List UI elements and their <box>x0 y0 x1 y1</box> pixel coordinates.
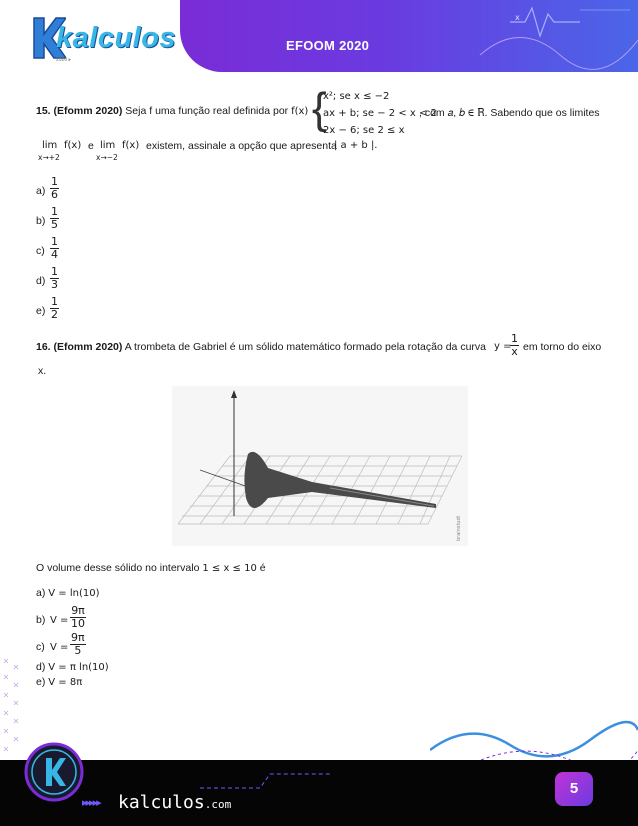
q15-label: 15. (Efomm 2020) <box>36 105 123 117</box>
footer-dash-icon <box>200 770 330 790</box>
q16-curve-frac: $\frac{1}{x}$ <box>511 332 518 358</box>
q15-case1: x²; se x ≤ −2 <box>323 91 390 102</box>
q15-line1 <box>36 104 320 119</box>
q15-cases <box>323 88 600 139</box>
q16-volume-text: O volume desse sólido no intervalo <box>36 562 200 574</box>
q16-axis-word: x. <box>38 365 47 377</box>
gabriel-horn-plot <box>172 386 468 546</box>
q16-line1 <box>36 340 486 354</box>
footer-site-suffix: .com <box>204 798 232 811</box>
logo-text: kalculos <box>56 22 177 54</box>
figure-watermark: brainstudi <box>456 515 462 541</box>
gabriel-horn-figure <box>172 386 468 546</box>
q15-and: e <box>88 140 94 152</box>
logo[interactable] <box>26 12 186 64</box>
q15-lim2-op: lim <box>100 140 116 151</box>
q16-option-d[interactable]: d) V = π ln(10) <box>36 661 109 673</box>
page-number-badge: 5 <box>555 772 593 806</box>
svg-text:x: x <box>515 13 520 22</box>
q15-case2: ax + b; se − 2 < x < 2 , com 𝑎, 𝑏 ∈ ℝ. Sabendo que os limites <box>323 105 437 122</box>
q15-after-cases: , com 𝑎, 𝑏 ∈ ℝ. Sabendo que os limites <box>419 107 600 119</box>
q15-lim2-fx: f(x) <box>122 140 140 151</box>
q16-label: 16. (Efomm 2020) <box>36 341 123 353</box>
q15-lim1-sub: x→+2 <box>38 153 60 162</box>
header-banner <box>180 0 638 72</box>
header-decoration-icon <box>180 0 638 72</box>
q15-cases-brace: { <box>312 84 327 133</box>
q16-option-a[interactable]: a) V = ln(10) <box>36 587 100 599</box>
logo-subtext: 2020 ▸ <box>56 57 72 63</box>
header-title: EFOOM 2020 <box>286 38 370 53</box>
side-crosses-icon <box>0 655 24 765</box>
q15-tail: existem, assinale a opção que apresenta <box>146 140 337 152</box>
q16-option-e[interactable]: e) V = 8π <box>36 676 83 688</box>
q16-intro: A trombeta de Gabriel é um sólido matemático formado pela rotação da curva <box>124 341 486 353</box>
q16-volume-tail: é <box>259 562 266 574</box>
footer-site-main: kalculos <box>118 792 205 813</box>
q16-curve-lhs: y = <box>494 341 512 352</box>
footer-arrows-icon: ▸▸▸▸▸ <box>82 797 100 809</box>
q15-lim1-op: lim <box>42 140 58 151</box>
q15-intro: Seja f uma função real definida por <box>125 105 289 117</box>
q16-interval: 1 ≤ x ≤ 10 <box>202 563 257 574</box>
footer-k-logo-icon <box>22 740 86 804</box>
q16-volume-line <box>36 561 266 576</box>
q16-intro-tail: em torno do eixo <box>523 341 602 353</box>
q15-abs-expr: | a + b |. <box>334 140 378 151</box>
q15-case3: 2x − 6; se 2 ≤ x <box>323 125 405 136</box>
footer-site-link[interactable] <box>118 792 231 813</box>
q15-lim2-sub: x→−2 <box>96 153 118 162</box>
q15-lim1-fx: f(x) <box>64 140 82 151</box>
q15-func-lhs: f(x) = <box>291 106 320 117</box>
